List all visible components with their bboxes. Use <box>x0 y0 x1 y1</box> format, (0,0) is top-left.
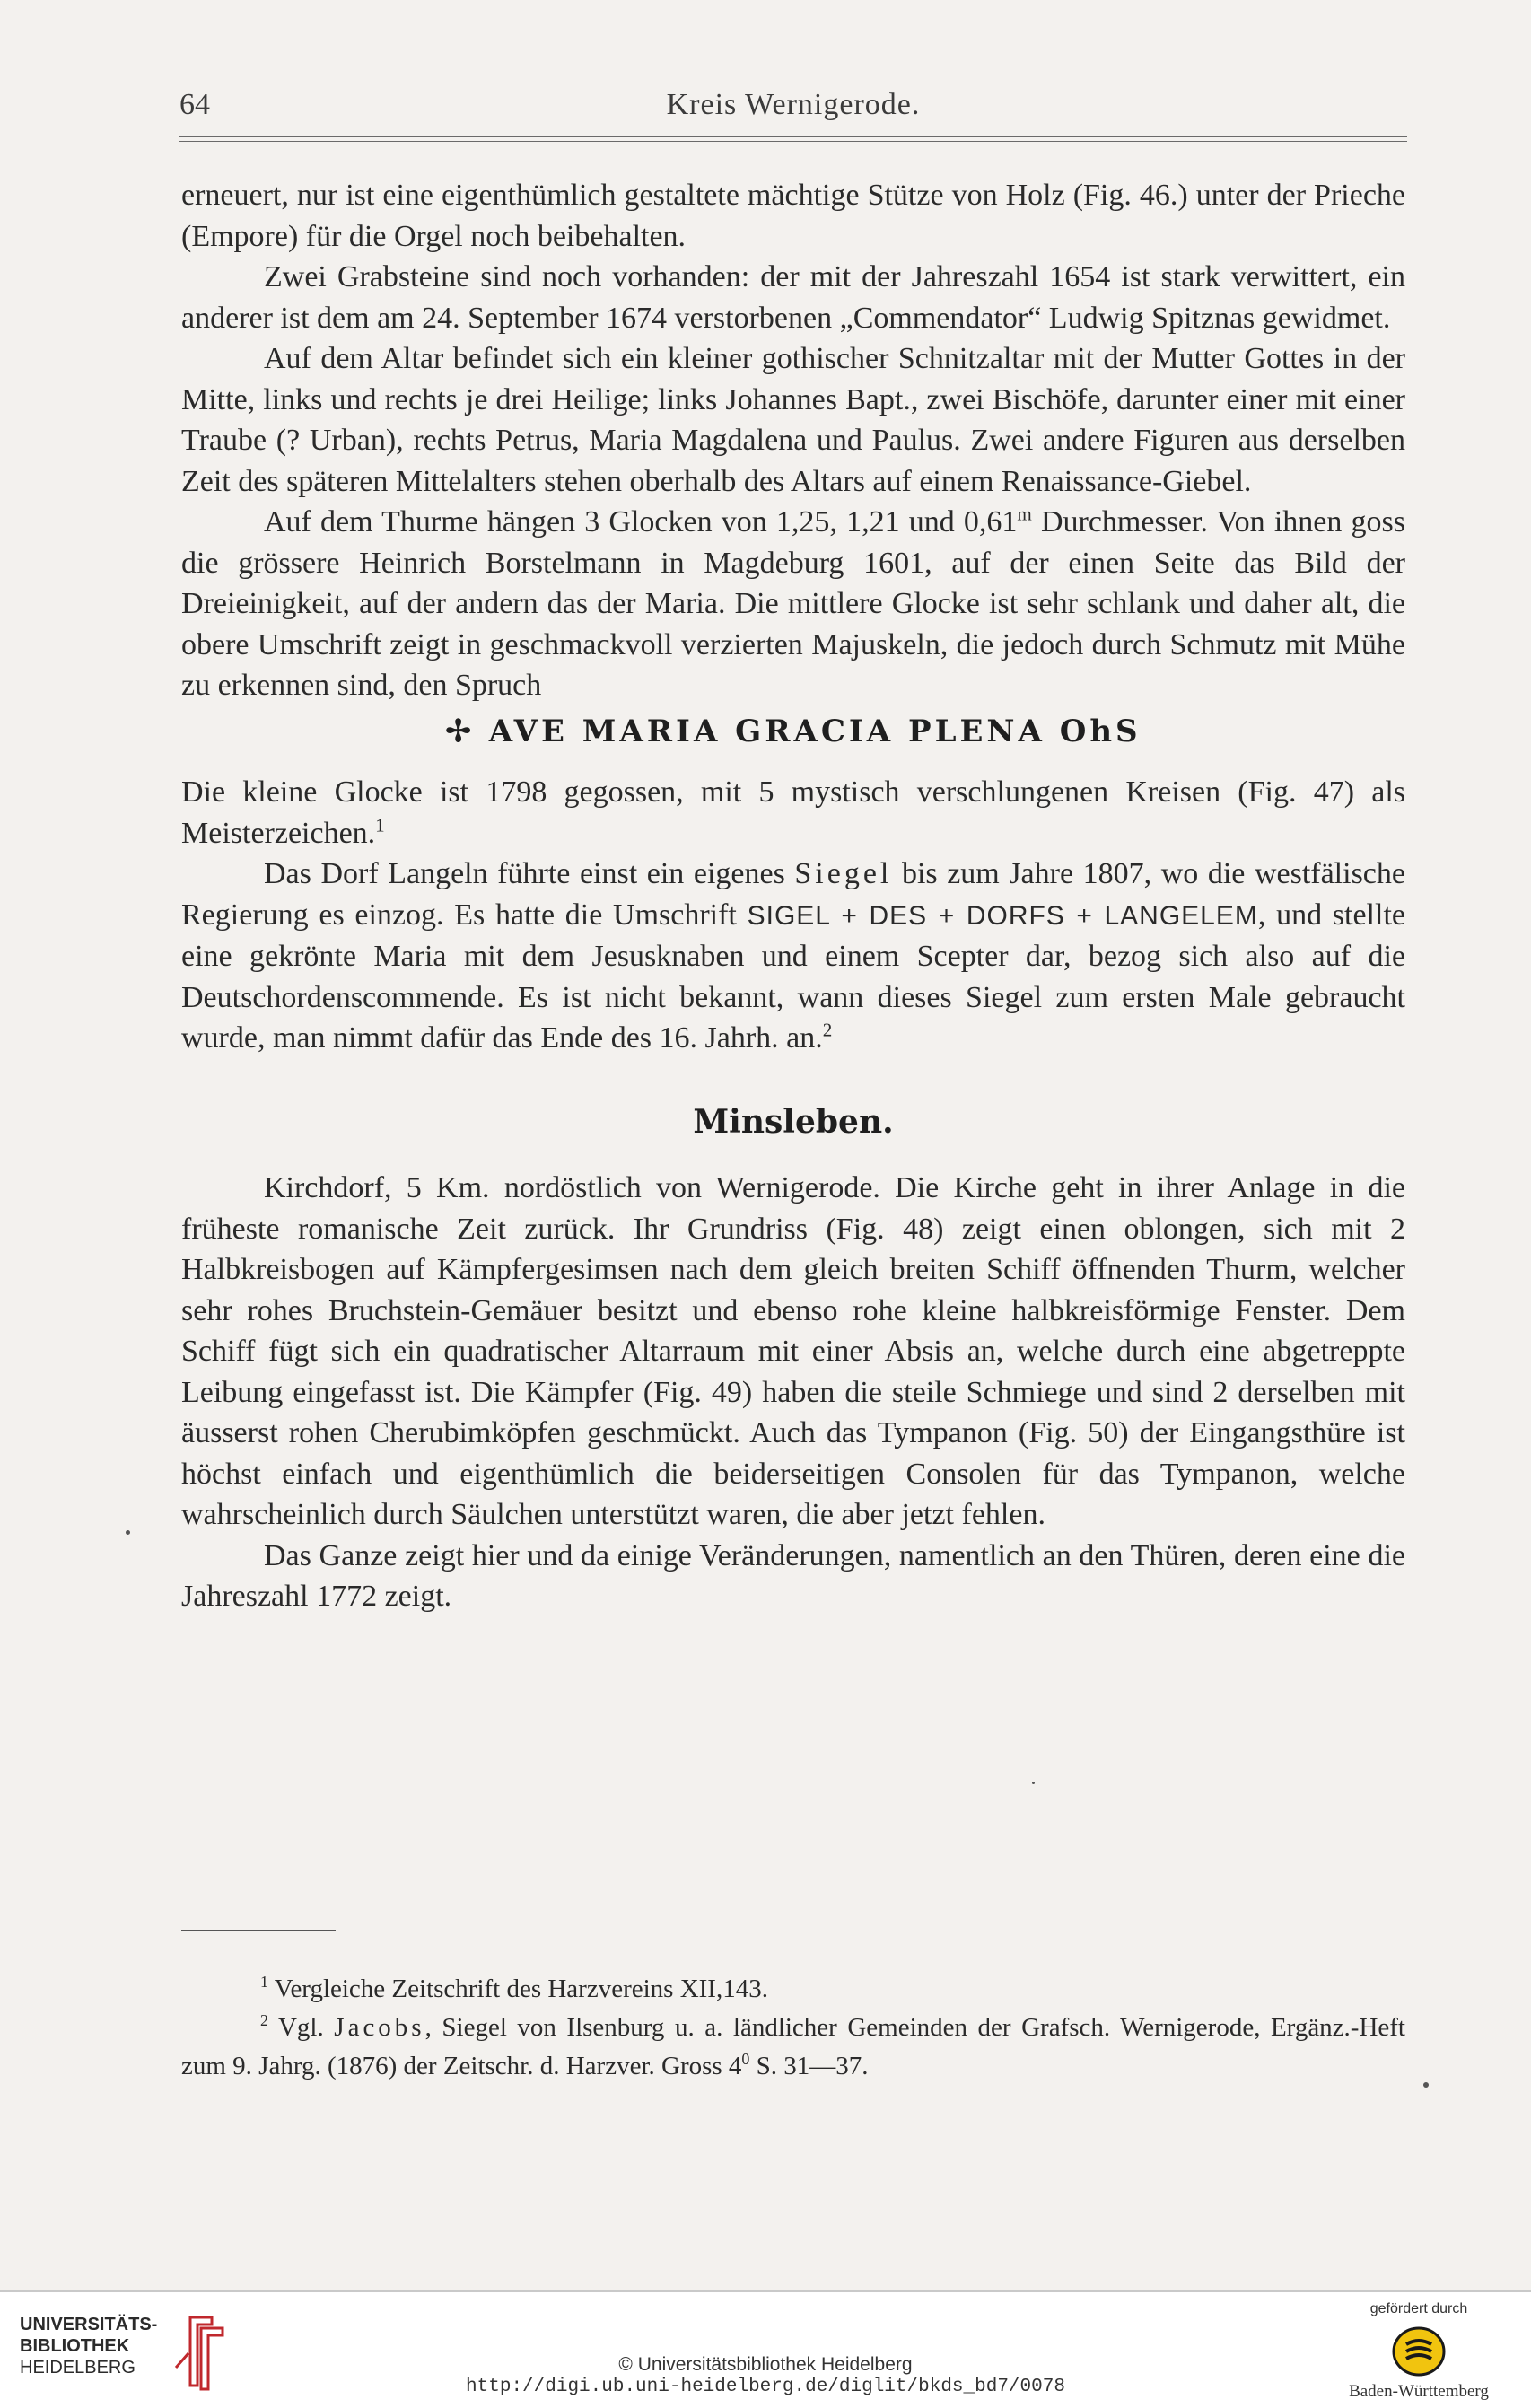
footnote-number: 1 <box>260 1973 268 1992</box>
copyright-notice: © Universitätsbibliothek Heidelberg <box>618 2354 913 2375</box>
header-double-rule <box>179 136 1407 142</box>
sponsor-block <box>1334 2301 1504 2402</box>
running-title: Kreis Wernigerode. <box>666 88 921 121</box>
paragraph: Zwei Grabsteine sind noch vorhanden: der mit der Jahreszahl 1654 ist stark verwittert, ein anderer ist dem am 24. September 1674 verstorbenen „Commendator“ Ludwig Spitznas gewidmet. <box>181 260 1405 335</box>
baden-wuerttemberg-seal-icon <box>1392 2326 1446 2377</box>
footnote <box>181 1970 1405 2009</box>
paragraph <box>181 502 1405 706</box>
text-run: Die kleine Glocke ist 1798 gegossen, mit 5 mystisch verschlungenen Kreisen (Fig. 47) als Meisterzeichen. <box>181 775 1405 850</box>
footer-center <box>0 2353 1531 2398</box>
main-text <box>181 175 1405 1617</box>
footnotes <box>181 1970 1405 2086</box>
footnote-text: S. 31—37. <box>749 2052 869 2080</box>
footnote-marker: 1 <box>375 813 385 836</box>
library-name-line: UNIVERSITÄTS- <box>20 2315 158 2334</box>
paragraph <box>181 854 1405 1059</box>
footnote-number: 2 <box>260 2011 268 2030</box>
sponsor-label: gefördert durch <box>1369 2301 1468 2316</box>
permalink[interactable]: http://digi.ub.uni-heidelberg.de/diglit/bkds_bd7/0078 <box>466 2377 1065 2397</box>
spaced-word: Siegel <box>794 857 893 890</box>
text-run: bis zum Jahre 1807, wo die westfälische Regierung es einzog. Es hatte die Umschrift <box>181 857 1405 932</box>
footnote-marker: 2 <box>822 1019 833 1041</box>
page-header <box>179 81 1407 126</box>
seal-legend: SIGEL + DES + DORFS + LANGELEM <box>747 900 1258 931</box>
bell-inscription: ✢ AVE MARIA GRACIA PLENA OhS <box>445 713 1142 749</box>
sponsor-name: Baden-Württemberg <box>1349 2382 1489 2401</box>
footnote-text: Vgl. <box>267 2013 335 2042</box>
viewer-footer <box>0 2292 1531 2408</box>
section-heading: Minsleben. <box>693 1102 894 1141</box>
text-run: , und stellte eine gekrönte Maria mit dem Jesusknaben und einem Scepter dar, bezog sich also auf die Deutschordenscommende. Es ist nicht bekannt, wann dieses Siegel zum ersten Male gebraucht wurde, man nimmt dafür das Ende des 16. Jahrh. an. <box>181 898 1405 1055</box>
text-run: Das Dorf Langeln führte einst ein eigenes <box>264 857 795 890</box>
text-run: Durchmesser. Von ihnen goss die grössere Heinrich Borstelmann in Magdeburg 1601, auf der einen Seite das Bild der Dreieinigkeit, auf der andern das der Maria. Die mittlere Glocke ist sehr schlank und daher alt, die obere Umschrift zeigt in geschmackvoll verzierten Majuskeln, die jedoch durch Schmutz mit Mühe zu erkennen sind, den Spruch <box>181 505 1405 702</box>
paragraph <box>181 772 1405 854</box>
page-number: 64 <box>179 88 210 121</box>
text-run: Auf dem Thurme hängen 3 Glocken von 1,25, 1,21 und 0,61 <box>264 505 1018 539</box>
paragraph: erneuert, nur ist eine eigenthümlich gestaltete mächtige Stütze von Holz (Fig. 46.) unter der Prieche (Empore) für die Orgel noch beibehalten. <box>181 179 1405 253</box>
unit-superscript: m <box>1017 503 1032 525</box>
library-name-line: HEIDELBERG <box>20 2358 136 2377</box>
footnote <box>181 2009 1405 2086</box>
paragraph: Auf dem Altar befindet sich ein kleiner gothischer Schnitzaltar mit der Mutter Gottes in der Mitte, links und rechts je drei Heilige; links Johannes Bapt., zwei Bischöfe, darunter einer mit einer Traube (? Urban), rechts Petrus, Maria Magdalena und Paulus. Zwei andere Figuren aus derselben Zeit des späteren Mittelalters stehen oberhalb des Altars auf einem Renaissance-Giebel. <box>181 342 1405 498</box>
degree-superscript: 0 <box>741 2050 750 2069</box>
footnote-text: , Siegel von Ilsenburg u. a. ländlicher Gemeinden der Grafsch. Wernigerode, Ergänz.-Heft zum 9. Jahrg. (1876) der Zeitschr. d. Harzver. Gross 4 <box>181 2013 1405 2080</box>
author-name: Jacobs <box>334 2013 425 2042</box>
footnote-rule <box>181 1930 336 1931</box>
footnote-text: Vergleiche Zeitschrift des Harzvereins XII,143. <box>267 1975 768 2003</box>
library-name-line: BIBLIOTHEK <box>20 2336 130 2356</box>
paragraph: Kirchdorf, 5 Km. nordöstlich von Wernigerode. Die Kirche geht in ihrer Anlage in die früheste romanische Zeit zurück. Ihr Grundriss (Fig. 48) zeigt einen oblongen, sich mit 2 Halbkreisbogen auf Kämpfergesimsen nach dem gleich breiten Schiff öffnenden Thurm, welcher sehr rohes Bruchstein-Gemäuer besitzt und ebenso rohe kleine halbkreisförmige Fenster. Dem Schiff fügt sich ein quadratischer Altarraum mit einer Absis an, welche durch eine abgetreppte Leibung eingefasst ist. Die Kämpfer (Fig. 49) haben die steile Schmiege und sind 2 derselben mit äusserst rohen Cherubimköpfen geschmückt. Auch das Tympanon (Fig. 50) der Eingangsthüre ist höchst einfach und eigenthümlich die beiderseitigen Consolen für das Tympanon, welche wahrscheinlich durch Säulchen unterstützt waren, die aber jetzt fehlen. <box>181 1171 1405 1531</box>
paragraph: Das Ganze zeigt hier und da einige Veränderungen, namentlich an den Thüren, deren eine die Jahreszahl 1772 zeigt. <box>181 1538 1405 1613</box>
